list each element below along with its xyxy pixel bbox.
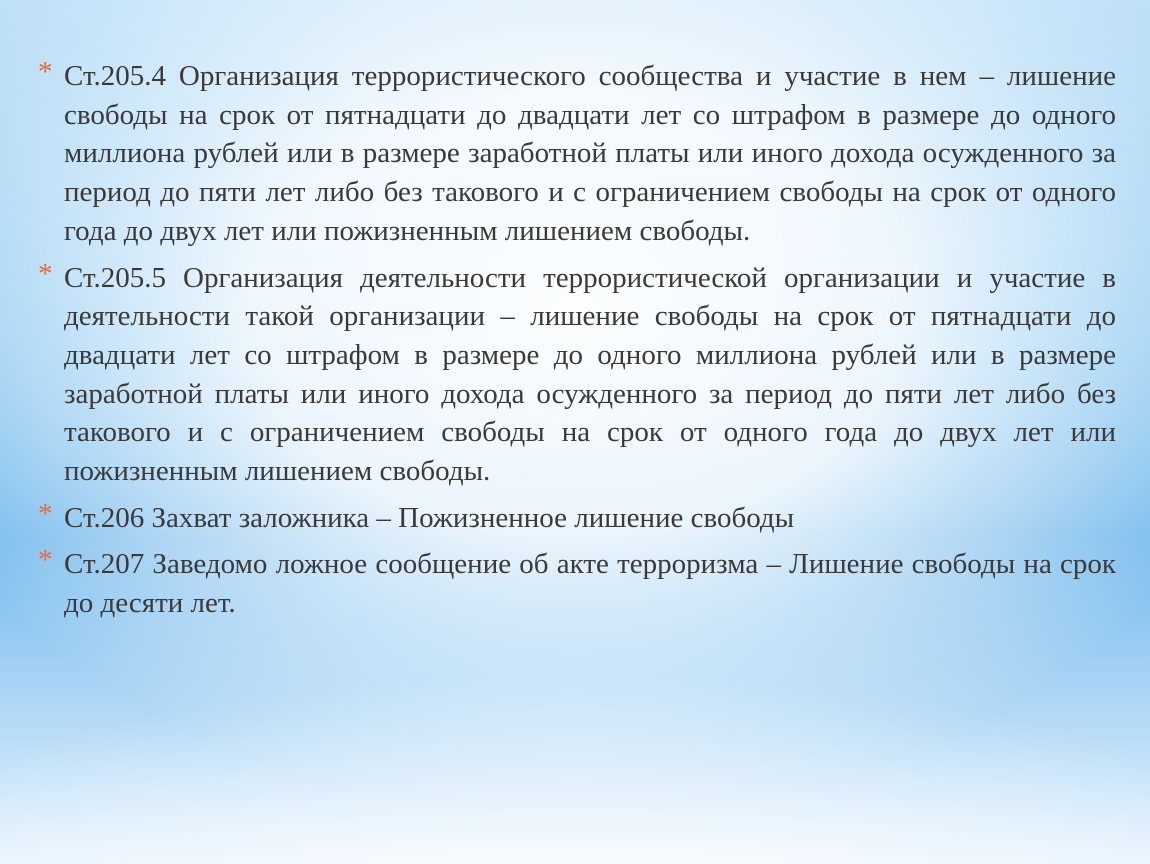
asterisk-bullet-icon: * (38, 56, 53, 88)
bullet-text: Ст.205.4 Организация террористического сообщества и участие в нем – лишение свободы на срок от пятнадцати до двадцати лет со штрафом в размере до одного миллиона рублей или в размере заработной платы или иного дохода осужденного за период до пяти лет либо без такового и с ограничением свободы на срок от одного года до двух лет или пожизненным лишением свободы. (64, 60, 1116, 247)
bullet-text: Ст.207 Заведомо ложное сообщение об акте терроризма – Лишение свободы на срок до десяти лет. (64, 548, 1116, 620)
bullet-text: Ст.206 Захват заложника – Пожизненное лишение свободы (64, 501, 795, 534)
asterisk-bullet-icon: * (38, 257, 53, 290)
slide-content (38, 57, 1116, 631)
bullet-text: Ст.205.5 Организация деятельности террористической организации и участие в деятельности такой организации – лишение свободы на срок от пятнадцати до двадцати лет со штрафом в размере до одного миллиона рублей или в размере заработной платы или иного дохода осужденного за период до пяти лет либо без такового и с ограничением свободы на срок от одного года до двух лет или пожизненным лишением свободы. (64, 261, 1116, 488)
bullet-item-art-205-5 (38, 259, 1116, 491)
bullet-item-art-206 (38, 499, 1116, 538)
asterisk-bullet-icon: * (38, 544, 53, 577)
bullet-item-art-205-4 (38, 57, 1116, 251)
asterisk-bullet-icon: * (38, 497, 53, 530)
bullet-item-art-207 (38, 545, 1116, 622)
